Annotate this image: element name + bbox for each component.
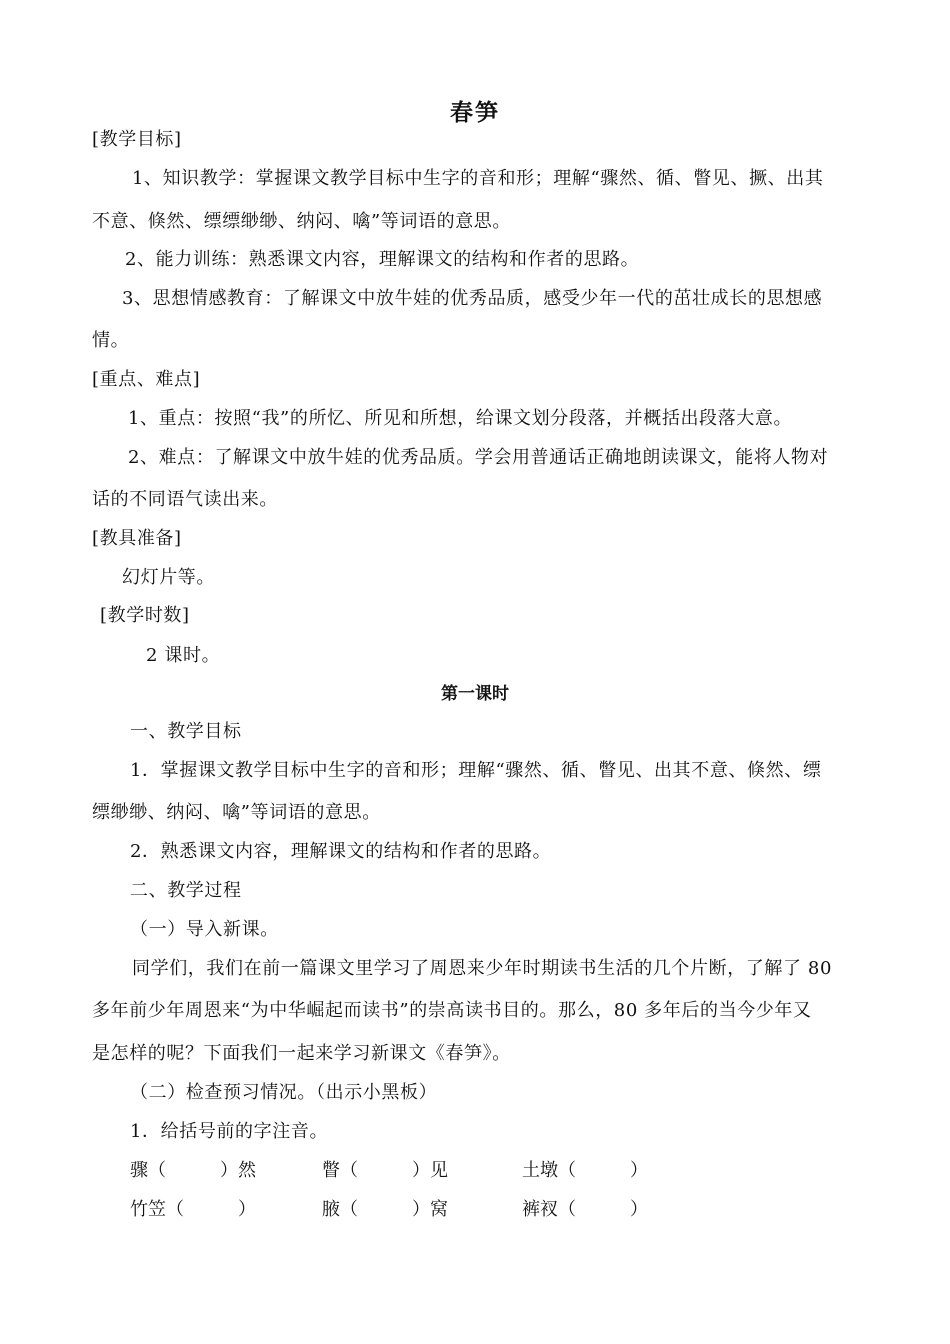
paragraph-line: 缥缈缈、纳闷、噙”等词语的意思。 [92,802,381,823]
exercise-item: 瞥（ ）见 [322,1160,448,1181]
exercise-item: 土墩（ ） [522,1160,648,1181]
step-heading: （二）检查预习情况。（出示小黑板） [130,1082,438,1103]
paragraph-line: 是怎样的呢？下面我们一起来学习新课文《春笋》。 [92,1043,511,1064]
section-heading-hours: [教学时数] [100,605,190,626]
exercise-item: 裤衩（ ） [522,1199,648,1220]
paragraph-line: 同学们，我们在前一篇课文里学习了周恩来少年时期读书生活的几个片断，了解了 80 [132,958,833,979]
exercise-item: 竹笠（ ） [130,1199,256,1220]
exercise-item: 骤（ ）然 [130,1160,256,1181]
paragraph-line: 2、难点：了解课文中放牛娃的优秀品质。学会用普通话正确地朗读课文，能将人物对 [128,447,829,468]
paragraph-line: 情。 [92,330,130,351]
part-heading: 一、教学目标 [130,721,242,742]
paragraph-line: 多年前少年周恩来“为中华崛起而读书”的崇高读书目的。那么，80 多年后的当今少年又 [92,1000,812,1021]
step-heading: （一）导入新课。 [130,919,279,940]
part-heading: 二、教学过程 [130,880,242,901]
section-heading-key-points: [重点、难点] [92,369,201,390]
lesson-heading: 第一课时 [441,684,509,704]
section-heading-goals: [教学目标] [92,129,182,150]
paragraph-line: 1、知识教学：掌握课文教学目标中生字的音和形；理解“骤然、循、瞥见、撅、出其 [132,168,824,189]
section-heading-tools: [教具准备] [92,528,182,549]
paragraph-line: 2．熟悉课文内容，理解课文的结构和作者的思路。 [130,841,552,862]
paragraph-line: 不意、倏然、缥缥缈缈、纳闷、噙”等词语的意思。 [92,211,511,232]
paragraph-line: 幻灯片等。 [122,567,215,588]
paragraph-line: 2、能力训练：熟悉课文内容，理解课文的结构和作者的思路。 [125,249,640,270]
document-title: 春笋 [450,100,500,126]
exercise-item: 腋（ ）窝 [322,1199,448,1220]
paragraph-line: 3、思想情感教育：了解课文中放牛娃的优秀品质，感受少年一代的茁壮成长的思想感 [122,288,823,309]
exercise-prompt: 1．给括号前的字注音。 [130,1121,329,1142]
paragraph-line: 2 课时。 [146,645,221,666]
paragraph-line: 1．掌握课文教学目标中生字的音和形；理解“骤然、循、瞥见、出其不意、倏然、缥 [130,760,822,781]
paragraph-line: 话的不同语气读出来。 [92,489,278,510]
paragraph-line: 1、重点：按照“我”的所忆、所见和所想，给课文划分段落，并概括出段落大意。 [128,408,793,429]
